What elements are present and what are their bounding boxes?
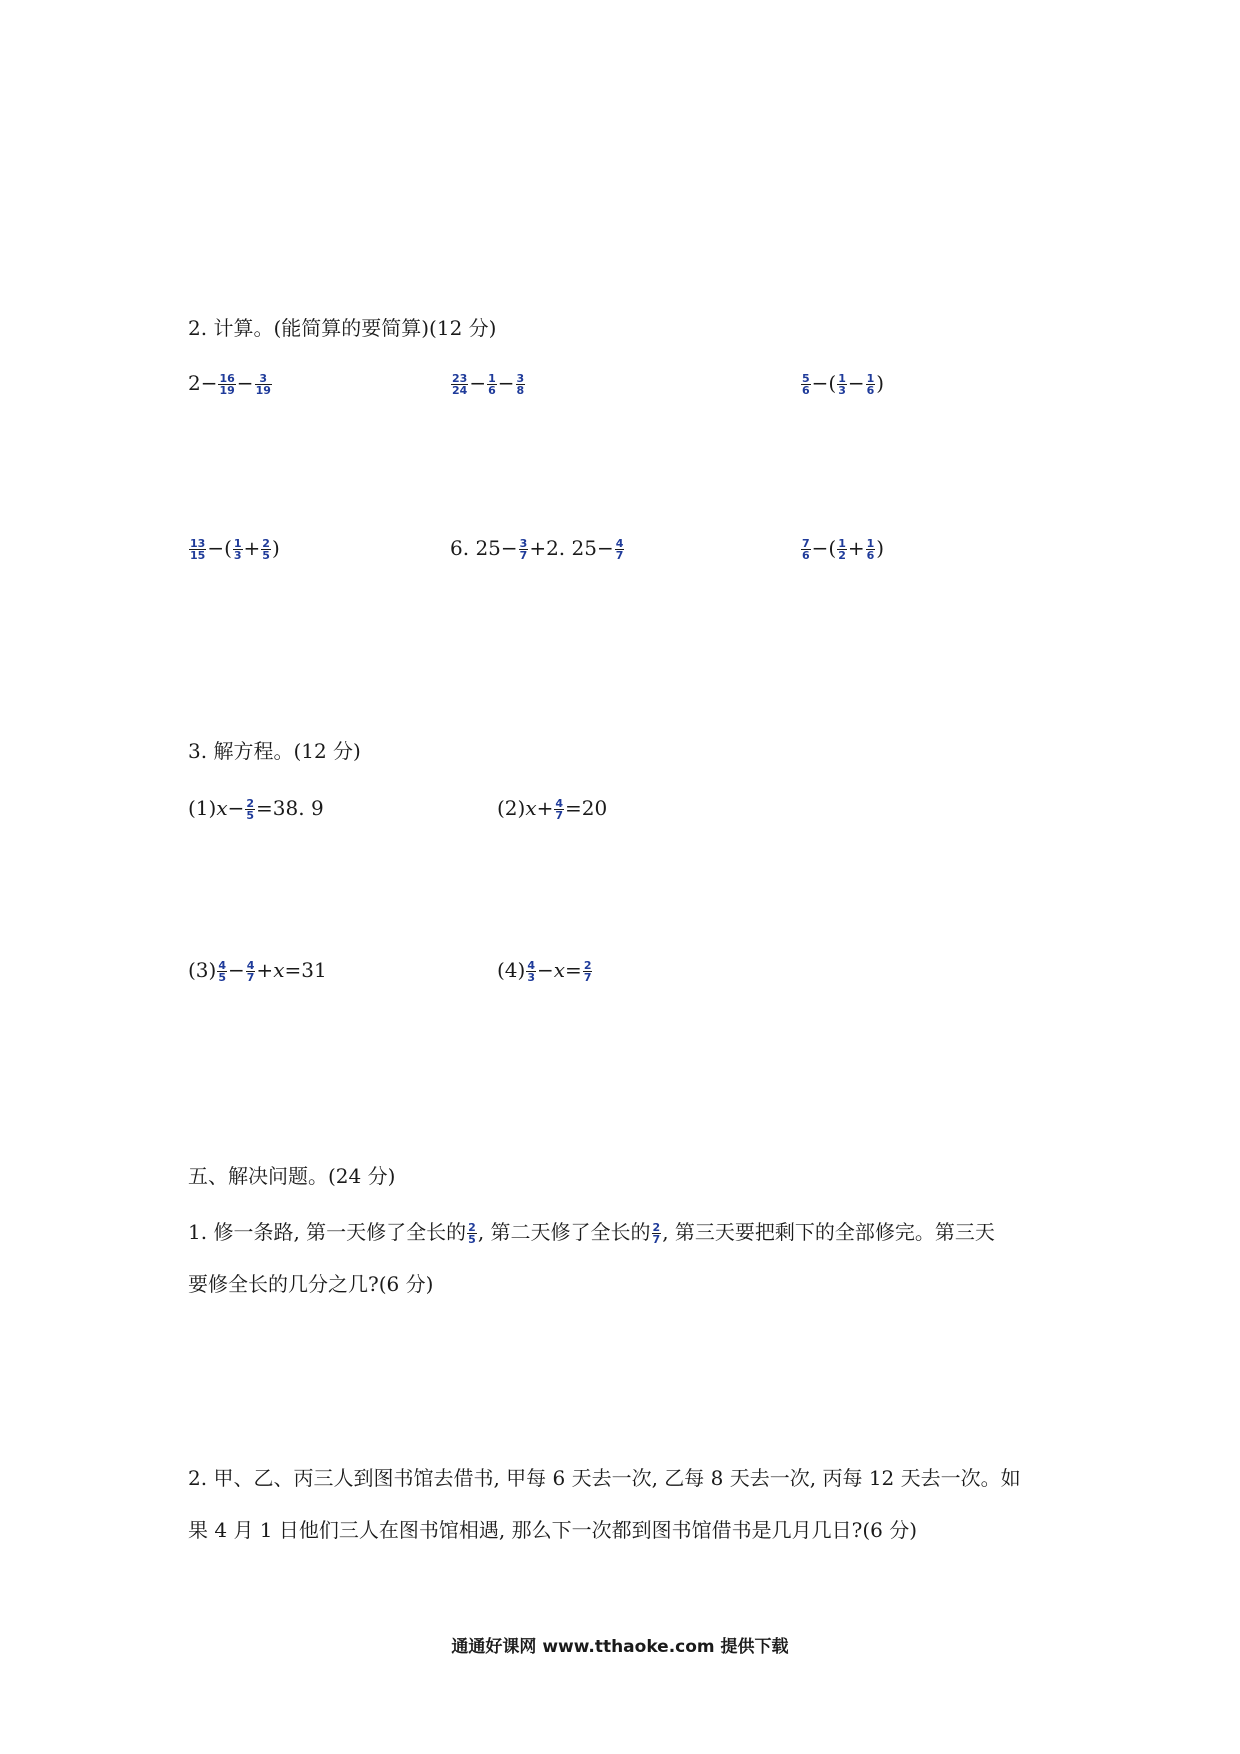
problem-1 bbox=[188, 1206, 995, 1310]
fraction: $\frac{2}{7}$ bbox=[583, 959, 592, 984]
fraction: $\frac{1}{3}$ bbox=[838, 372, 846, 397]
calc-problem-4: $\frac{13}{15}$ −( $\frac{1}{3}$ + $\frac{2}{5}$ ) bbox=[190, 536, 280, 562]
problem-2 bbox=[188, 1452, 1021, 1556]
fraction: $\frac{1}{6}$ bbox=[866, 537, 875, 562]
equation-3: (3) $\frac{4}{5}$ − $\frac{4}{7}$ +x=31 bbox=[188, 958, 327, 984]
fraction: $\frac{4}{7}$ bbox=[555, 797, 564, 822]
calc-problem-2: $\frac{23}{24}$ − $\frac{1}{6}$ − $\frac{3}{8}$ bbox=[452, 371, 525, 397]
fraction: $\frac{4}{7}$ bbox=[615, 537, 624, 562]
fraction: $\frac{23}{24}$ bbox=[452, 372, 468, 397]
fraction: $\frac{4}{7}$ bbox=[246, 959, 255, 984]
equation-2: (2)x+ $\frac{4}{7}$ =20 bbox=[497, 796, 608, 822]
calc-problem-1: 2− $\frac{16}{19}$ − $\frac{3}{19}$ bbox=[188, 371, 271, 397]
equation-1: (1)x− $\frac{2}{5}$ =38. 9 bbox=[188, 796, 324, 822]
fraction: $\frac{3}{8}$ bbox=[516, 372, 525, 397]
problem-2-line-2: 果 4 月 1 日他们三人在图书馆相遇, 那么下一次都到图书馆借书是几月几日?(6 分) bbox=[188, 1518, 918, 1542]
fraction: $\frac{1}{2}$ bbox=[838, 537, 846, 562]
fraction: $\frac{1}{3}$ bbox=[233, 537, 242, 562]
calc-problem-3: $\frac{5}{6}$ −( $\frac{1}{3}$ − $\frac{1}{6}$ ) bbox=[802, 371, 885, 397]
calc-problem-5: 6. 25− $\frac{3}{7}$ +2. 25− $\frac{4}{7}$ bbox=[450, 536, 624, 562]
problem-1-line-1: 1. 修一条路, 第一天修了全长的 $\frac{2}{5}$ , 第二天修了全长的 $\frac{2}{7}$ , 第三天要把剩下的全部修完。第三天 bbox=[188, 1220, 995, 1246]
fraction: $\frac{4}{5}$ bbox=[218, 959, 226, 984]
fraction: $\frac{1}{6}$ bbox=[866, 372, 875, 397]
fraction: $\frac{2}{5}$ bbox=[262, 537, 270, 562]
fraction: $\frac{3}{7}$ bbox=[519, 537, 528, 562]
section-3-title: 3. 解方程。(12 分) bbox=[188, 739, 361, 763]
section-2-title: 2. 计算。(能简算的要简算)(12 分) bbox=[188, 316, 497, 340]
fraction: $\frac{5}{6}$ bbox=[802, 372, 810, 397]
calc-problem-6: $\frac{7}{6}$ −( $\frac{1}{2}$ + $\frac{1}{6}$ ) bbox=[802, 536, 885, 562]
fraction: $\frac{3}{19}$ bbox=[255, 372, 271, 397]
problem-1-line-2: 要修全长的几分之几?(6 分) bbox=[188, 1272, 434, 1296]
section-5-title: 五、解决问题。(24 分) bbox=[188, 1164, 396, 1188]
fraction: $\frac{13}{15}$ bbox=[190, 537, 206, 562]
calc-text: 2− bbox=[188, 371, 218, 395]
fraction: $\frac{2}{5}$ bbox=[246, 797, 255, 822]
problem-2-line-1: 2. 甲、乙、丙三人到图书馆去借书, 甲每 6 天去一次, 乙每 8 天去一次, 丙每 12 天去一次。如 bbox=[188, 1466, 1021, 1490]
footer-credit: 通通好课网 www.tthaoke.com 提供下载 bbox=[451, 1637, 789, 1657]
fraction: $\frac{2}{7}$ bbox=[652, 1221, 661, 1246]
fraction: $\frac{2}{5}$ bbox=[468, 1221, 476, 1246]
fraction: $\frac{16}{19}$ bbox=[219, 372, 235, 397]
fraction: $\frac{1}{6}$ bbox=[488, 372, 496, 397]
fraction: $\frac{4}{3}$ bbox=[527, 959, 535, 984]
fraction: $\frac{7}{6}$ bbox=[802, 537, 810, 562]
equation-4: (4) $\frac{4}{3}$ −x= $\frac{2}{7}$ bbox=[497, 958, 592, 984]
